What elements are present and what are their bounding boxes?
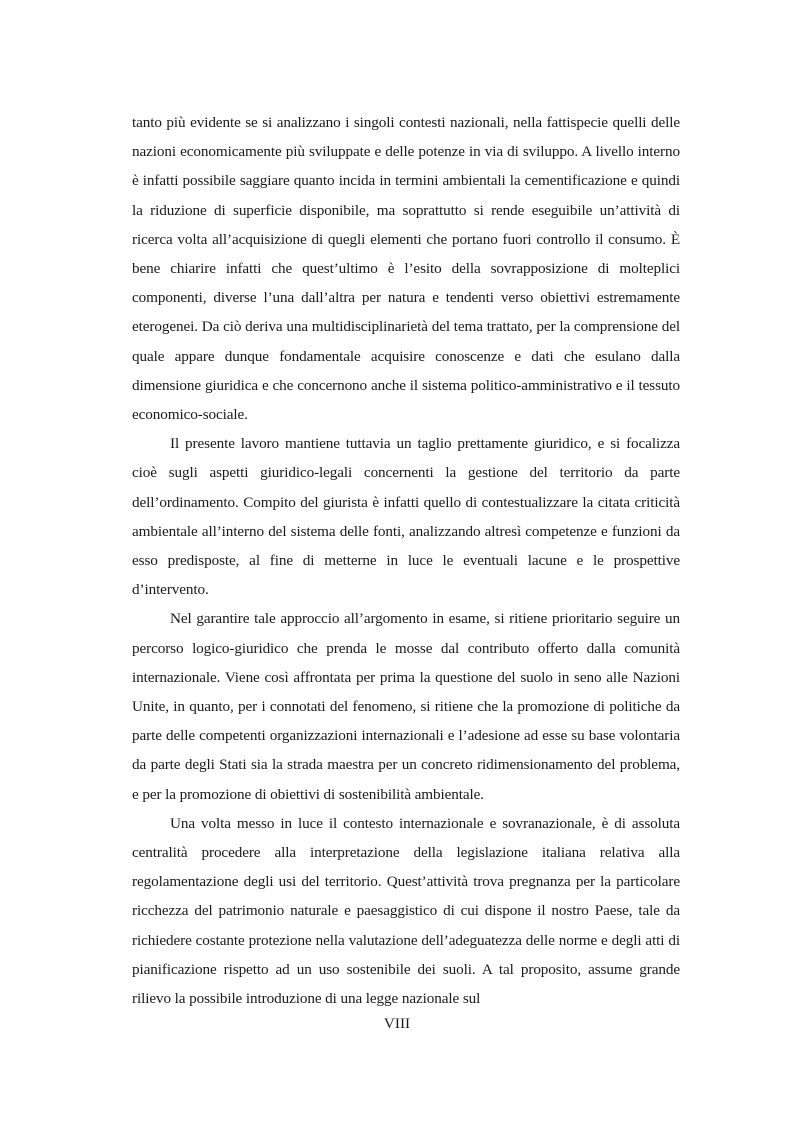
document-page: [132, 108, 680, 1013]
paragraph-international: Nel garantire tale approccio all’argomento in esame, si ritiene prioritario seguire un percorso logico-giuridico che prenda le mosse dal contributo offerto dalla comunità internazionale. Viene così affrontata per prima la questione del suolo in seno alle Nazioni Unite, in quanto, per i connotati del fenomeno, si ritiene che la promozione di politiche da parte delle competenti organizzazioni internazionali e l’adesione ad esse su base volontaria da parte degli Stati sia la strada maestra per un concreto ridimensionamento del problema, e per la promozione di obiettivi di sostenibilità ambientale.: [132, 610, 680, 803]
page-number: VIII: [383, 1015, 411, 1032]
paragraph-continuation: tanto più evidente se si analizzano i singoli contesti nazionali, nella fattispecie quelli delle nazioni economicamente più sviluppate e delle potenze in via di sviluppo. A livello interno è infatti possibile saggiare quanto incida in termini ambientali la cementificazione e quindi la riduzione di superficie disponibile, ma soprattutto si rende eseguibile un’attività di ricerca volta all’acquisizione di quegli elementi che portano fuori controllo il consumo. È bene chiarire infatti che quest’ultimo è l’esito della sovrapposizione di molteplici componenti, diverse l’una dall’altra per natura e tendenti verso obiettivi estremamente eterogenei. Da ciò deriva una multidisciplinarietà del tema trattato, per la comprensione del quale appare dunque fondamentale acquisire conoscenze e dati che esulano dalla dimensione giuridica e che concernono anche il sistema politico-amministrativo e il tessuto economico-sociale.: [132, 114, 680, 424]
paragraph-approach: Il presente lavoro mantiene tuttavia un taglio prettamente giuridico, e si focalizza cioè sugli aspetti giuridico-legali concernenti la gestione del territorio da parte dell’ordinamento. Compito del giurista è infatti quello di contestualizzare la citata criticità ambientale all’interno del sistema delle fonti, analizzando altresì competenze e funzioni da esso predisposte, al fine di metterne in luce le eventuali lacune e le prospettive d’intervento.: [132, 435, 680, 599]
paragraph-national-law: Una volta messo in luce il contesto internazionale e sovranazionale, è di assoluta centralità procedere alla interpretazione della legislazione italiana relativa alla regolamentazione degli usi del territorio. Quest’attività trova pregnanza per la particolare ricchezza del patrimonio naturale e paesaggistico di cui dispone il nostro Paese, tale da richiedere costante protezione nella valutazione dell’adeguatezza delle norme e degli atti di pianificazione rispetto ad un uso sostenibile dei suoli. A tal proposito, assume grande rilievo la possibile introduzione di una legge nazionale sul: [132, 814, 680, 1008]
